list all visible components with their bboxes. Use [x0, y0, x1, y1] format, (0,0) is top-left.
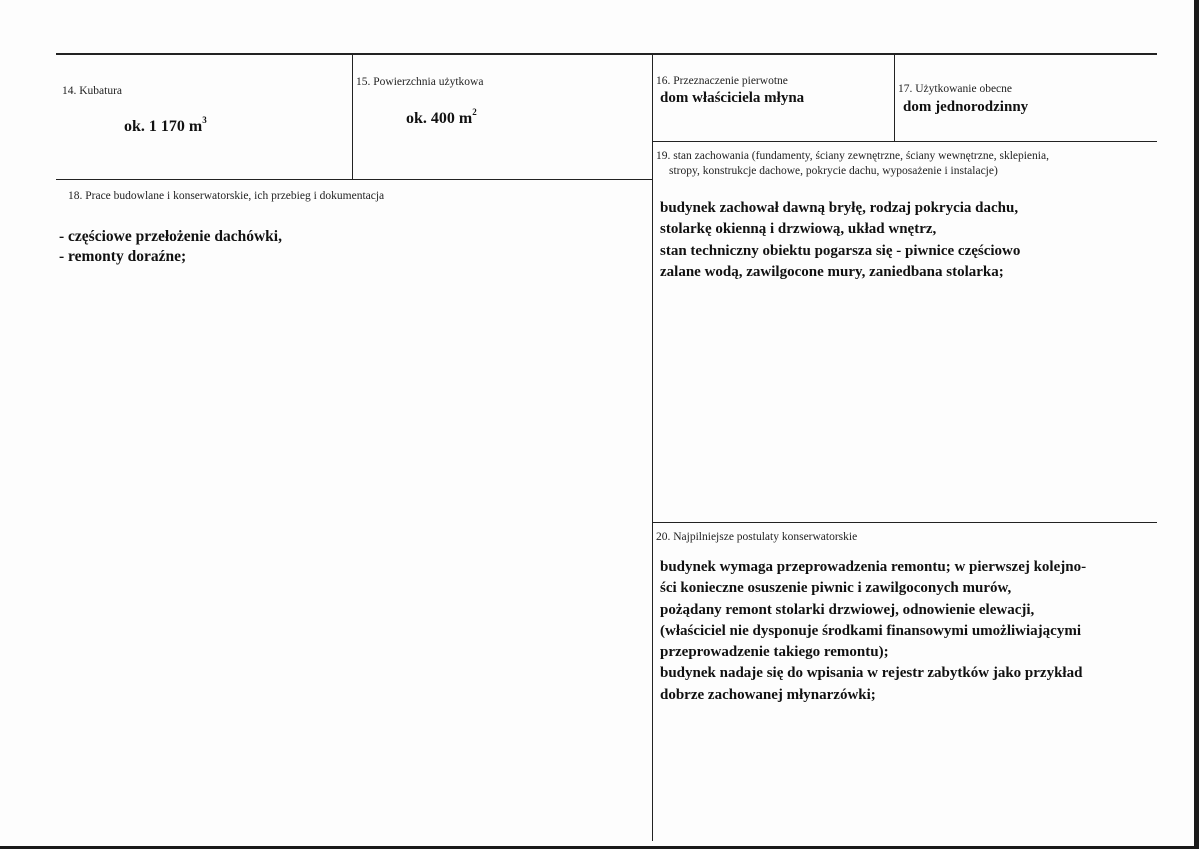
field-14-label: 14. Kubatura — [62, 85, 123, 97]
rule-under-16-17 — [652, 141, 1157, 142]
center-divider — [652, 54, 653, 841]
divider-16-17 — [894, 54, 895, 142]
field-20-line: (właściciel nie dysponuje środkami finansowymi umożliwiającymi — [660, 622, 1081, 639]
field-20-line: dobrze zachowanej młynarzówki; — [660, 686, 876, 703]
field-14-value-main: ok. 1 170 m — [124, 118, 203, 135]
field-20-label: 20. Najpilniejsze postulaty konserwatorskie — [656, 531, 858, 543]
field-19-text — [660, 198, 1020, 283]
field-20-line: pożądany remont stolarki drzwiowej, odnowienie elewacji, — [660, 601, 1035, 618]
field-15-value — [406, 107, 477, 128]
field-20-line: ści konieczne osuszenie piwnic i zawilgoconych murów, — [660, 580, 1012, 597]
field-19-label-line: stropy, konstrukcje dachowe, pokrycie dachu, wyposażenie i instalacje) — [669, 164, 998, 177]
field-19-line: stolarkę okienną i drzwiową, układ wnętrz, — [660, 221, 937, 238]
field-18-text — [59, 227, 282, 267]
field-20-line: budynek wymaga przeprowadzenia remontu; w pierwszej kolejno- — [660, 559, 1087, 575]
field-20-text — [660, 557, 1086, 706]
field-19-label-line: 19. stan zachowania (fundamenty, ściany zewnętrzne, ściany wewnętrzne, sklepienia, — [656, 150, 1049, 162]
field-19-line: stan techniczny obiektu pogarsza się - piwnice częściowo — [660, 242, 1021, 259]
divider-14-15 — [352, 54, 353, 180]
field-19-label — [656, 149, 1049, 178]
top-rule — [56, 53, 1157, 55]
field-18-line: - częściowe przełożenie dachówki, — [59, 228, 282, 245]
field-18-line: - remonty doraźne; — [59, 248, 187, 265]
scan-edge-right — [1194, 0, 1199, 849]
field-15-value-unit-exponent: 2 — [472, 107, 477, 117]
field-20-line: budynek nadaje się do wpisania w rejestr zabytków jako przykład — [660, 665, 1083, 682]
field-15-label: 15. Powierzchnia użytkowa — [356, 76, 484, 88]
field-20-line: przeprowadzenie takiego remontu); — [660, 644, 889, 661]
field-17-label: 17. Użytkowanie obecne — [898, 83, 1013, 95]
field-14-value-unit-exponent: 3 — [202, 115, 207, 125]
field-16-label: 16. Przeznaczenie pierwotne — [656, 75, 788, 87]
rule-under-14-15 — [56, 179, 653, 180]
field-19-line: zalane wodą, zawilgocone mury, zaniedbana stolarka; — [660, 263, 1004, 280]
field-19-line: budynek zachował dawną bryłę, rodzaj pokrycia dachu, — [660, 200, 1019, 216]
field-17-value: dom jednorodzinny — [903, 99, 1029, 115]
field-18-label: 18. Prace budowlane i konserwatorskie, ich przebieg i dokumentacja — [68, 190, 385, 202]
field-16-value: dom właściciela młyna — [660, 90, 805, 106]
field-14-value — [124, 115, 207, 136]
rule-above-20 — [652, 522, 1157, 523]
field-15-value-main: ok. 400 m — [406, 110, 473, 127]
